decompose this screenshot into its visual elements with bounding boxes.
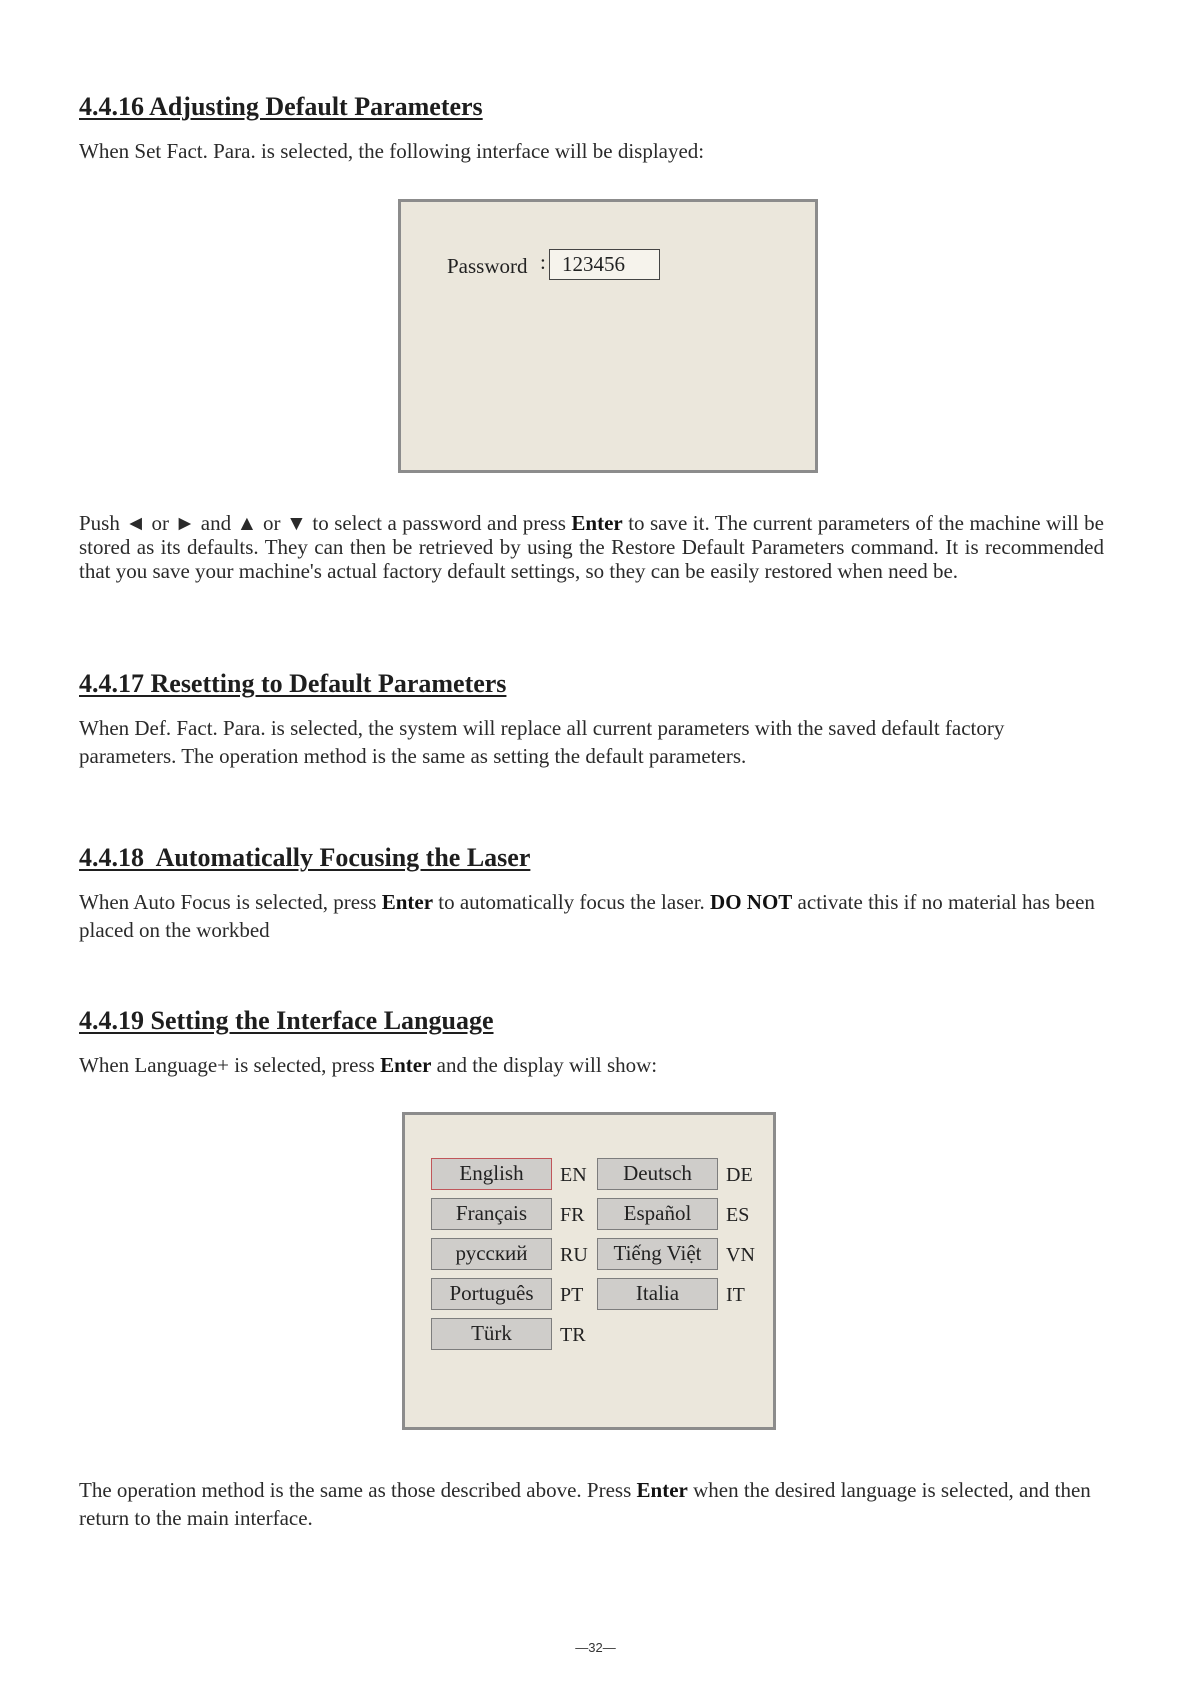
language-code-es: ES (726, 1204, 750, 1226)
page-number: —32— (575, 1640, 616, 1655)
section-17-body: When Def. Fact. Para. is selected, the system will replace all current parameters with the saved default factory parameters. The operation method is the same as setting the default parameters. (79, 716, 1005, 768)
language-button-english[interactable]: English (431, 1158, 552, 1190)
language-code-ru: RU (560, 1244, 588, 1266)
section-16-body: Push ◄ or ► and ▲ or ▼ to select a password and press Enter to save it. The current parameters of the machine will be stored as its defaults. They can then be retrieved by using the Restore Default Parameters command. It is recommended that you save your machine's actual factory default settings, so they can be easily restored when need be. (79, 511, 1104, 583)
language-code-de: DE (726, 1164, 753, 1186)
enter-key-text: Enter (571, 511, 623, 535)
language-button-turk[interactable]: Türk (431, 1318, 552, 1350)
language-code-fr: FR (560, 1204, 585, 1226)
language-button-francais[interactable]: Français (431, 1198, 552, 1230)
language-button-russian[interactable]: русский (431, 1238, 552, 1270)
do-not-warning: DO NOT (710, 890, 793, 914)
language-button-tieng-viet[interactable]: Tiếng Việt (597, 1238, 718, 1270)
language-code-tr: TR (560, 1324, 586, 1346)
language-button-deutsch[interactable]: Deutsch (597, 1158, 718, 1190)
language-button-italia[interactable]: Italia (597, 1278, 718, 1310)
section-heading-4-4-19: 4.4.19 Setting the Interface Language (79, 1006, 494, 1035)
language-button-portugues[interactable]: Português (431, 1278, 552, 1310)
language-code-en: EN (560, 1164, 587, 1186)
language-code-pt: PT (560, 1284, 584, 1306)
language-button-espanol[interactable]: Español (597, 1198, 718, 1230)
language-panel (402, 1112, 776, 1430)
password-input[interactable]: 123456 (549, 249, 660, 280)
password-colon: : (540, 250, 546, 274)
section-heading-4-4-18: 4.4.18 Automatically Focusing the Laser (79, 843, 531, 872)
section-18-body: When Auto Focus is selected, press Enter to automatically focus the laser. DO NOT activate this if no material has been placed on the workbed (79, 890, 1095, 942)
section-19-intro: When Language+ is selected, press Enter and the display will show: (79, 1053, 658, 1077)
password-panel (398, 199, 818, 473)
section-heading-4-4-17: 4.4.17 Resetting to Default Parameters (79, 669, 507, 698)
password-label: Password (447, 254, 528, 278)
section-19-outro: The operation method is the same as those described above. Press Enter when the desired language is selected, and then return to the main interface. (79, 1478, 1091, 1530)
section-heading-4-4-16: 4.4.16 Adjusting Default Parameters (79, 92, 483, 121)
language-code-vn: VN (726, 1244, 755, 1266)
section-16-intro: When Set Fact. Para. is selected, the following interface will be displayed: (79, 139, 705, 163)
language-code-it: IT (726, 1284, 745, 1306)
